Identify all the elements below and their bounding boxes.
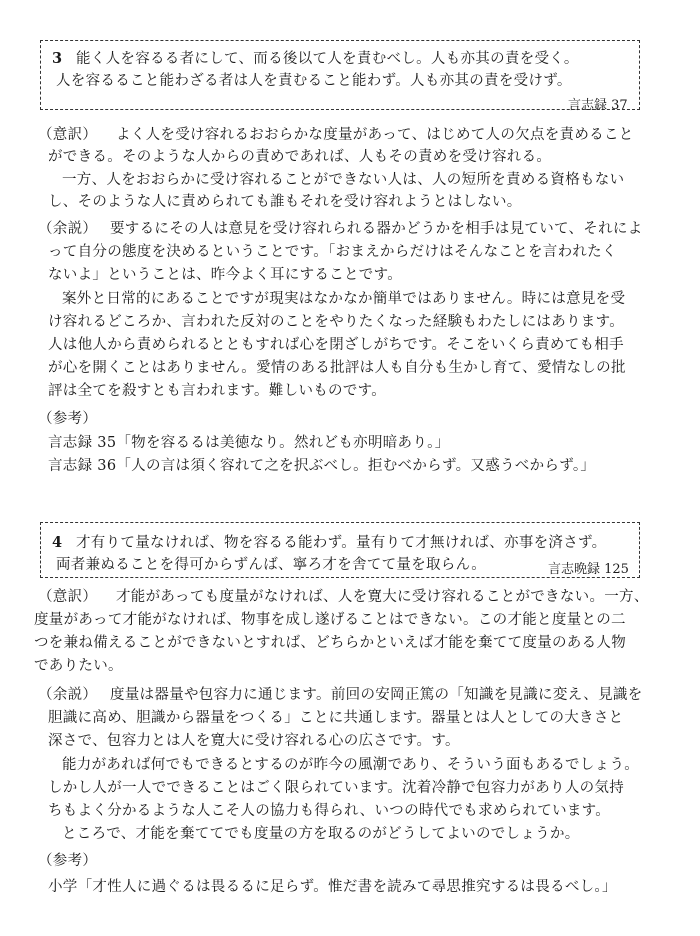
yosetsu-line-4-7: ところで、才能を棄ててでも度量の方を取るのがどうしてよいのでしょうか。 — [62, 826, 580, 842]
iyaku-line-3-1: よく人を受け容れるおおらかな度量があって、はじめて人の欠点を責めること — [116, 127, 634, 143]
sanko-label-4: （参考） — [38, 853, 98, 869]
iyaku-line-4-1: 才能があっても度量がなければ、人を寛大に受け容れることができない。一方、 — [116, 589, 649, 605]
yosetsu-label-4: （余説） — [38, 687, 98, 703]
yosetsu-line-4-2: 胆識に高め、胆識から器量をつくる」ことに共通します。器量とは人としての大きさと — [48, 710, 624, 726]
yosetsu-line-3-2: って自分の態度を決めるということです。「おまえからだけはそんなことを言われたく — [48, 244, 617, 260]
iyaku-line-4-3: つを兼ね備えることができないとすれば、どちらかといえば才能を棄てて度量のある人物 — [34, 635, 626, 651]
iyaku-line-4-2: 度量があって才能がなければ、物事を成し遂げることはできない。この才能と度量との二 — [34, 612, 626, 628]
quote-line-3-2: 人を容るること能わざる者は人を責むること能わず。人も亦其の責を受けず。 — [56, 73, 572, 89]
sanko-line-3-2: 言志録 36「人の言は須く容れて之を択ぶべし。拒むべからず。又惑うべからず。」 — [48, 458, 596, 474]
yosetsu-line-3-6: 人は他人から責められるとともすれば心を閉ざしがちです。そこをいくら責めても相手 — [48, 337, 624, 353]
source-ref-4: 言志晩録 125 — [548, 562, 629, 577]
section-number-4: 4 — [52, 534, 63, 551]
section-number-3: 3 — [52, 50, 63, 67]
iyaku-line-4-4: でありたい。 — [34, 658, 123, 674]
quote-line-3-1: 能く人を容るる者にして、而る後以て人を責むべし。人も亦其の責を受く。 — [76, 51, 579, 67]
yosetsu-line-3-5: け容れるどころか、言われた反対のことをやりたくなった経験もわたしにはあります。 — [48, 314, 625, 330]
iyaku-line-3-3: 一方、人をおおらかに受け容れることができない人は、人の短所を責める資格もない — [62, 172, 625, 188]
yosetsu-line-4-1: 度量は器量や包容力に通じます。前回の安岡正篤の「知識を見識に変え、見識を — [110, 687, 643, 703]
quote-line-4-1: 才有りて量なければ、物を容るる能わず。量有りて才無ければ、亦事を済さず。 — [76, 535, 607, 551]
yosetsu-line-3-4: 案外と日常的にあることですが現実はなかなか簡単ではありません。時には意見を受 — [62, 291, 626, 307]
sanko-line-4-1: 小学「才性人に過ぐるは畏るるに足らず。惟だ書を読みて尋思推究するは畏るべし。」 — [48, 879, 617, 895]
yosetsu-line-4-3: 深さで、包容力とは人を寛大に受け容れる心の広さです。す。 — [48, 733, 460, 749]
yosetsu-line-3-8: 評は全てを殺すとも言われます。難しいものです。 — [48, 383, 387, 399]
quote-line-4-2: 両者兼ぬることを得可からずんば、寧ろ才を舎てて量を取らん。 — [56, 557, 487, 573]
iyaku-label-3: （意訳） — [38, 127, 98, 143]
yosetsu-line-3-3: ないよ」ということは、昨今よく耳にすることです。 — [48, 267, 403, 283]
yosetsu-line-4-5: しかし人が一人でできることはごく限られています。沈着冷静で包容力があり人の気持 — [48, 780, 625, 796]
yosetsu-line-4-4: 能力があれば何でもできるとするのが昨今の風潮であり、そういう面もあるでしょう。 — [62, 757, 640, 773]
iyaku-label-4: （意訳） — [38, 589, 98, 605]
sanko-label-3: （参考） — [38, 411, 98, 427]
yosetsu-line-4-6: ちもよく分かるような人こそ人の協力も得られ、いつの時代でも求められています。 — [48, 803, 611, 819]
yosetsu-line-3-7: が心を開くことはありません。愛情のある批評は人も自分も生かし育て、愛情なしの批 — [48, 360, 626, 376]
source-ref-3: 言志録 37 — [568, 98, 628, 113]
yosetsu-label-3: （余説） — [38, 221, 98, 237]
yosetsu-line-3-1: 要するにその人は意見を受け容れられる器かどうかを相手は見ていて、それによ — [110, 221, 643, 237]
sanko-line-3-1: 言志録 35「物を容るるは美徳なり。然れども亦明暗あり。」 — [48, 435, 450, 451]
iyaku-line-3-4: し、そのような人に責められても誰もそれを受け容れようとはしない。 — [48, 194, 522, 210]
iyaku-line-3-2: ができる。そのような人からの責めであれば、人もその責めを受け容れる。 — [48, 149, 552, 165]
